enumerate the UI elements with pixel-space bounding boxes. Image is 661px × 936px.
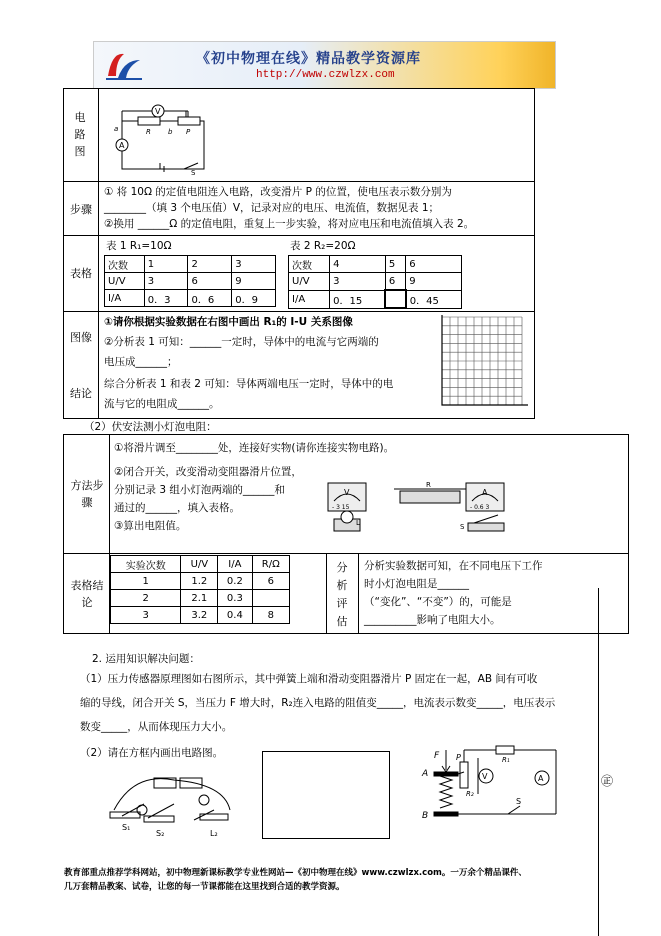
side-mark: ㊣ xyxy=(601,774,614,788)
table-cell: 6 xyxy=(406,256,462,273)
section-3-p2: 缩的导线，闭合开关 S，当压力 F 增大时，R₂连入电路的阻值变_____，电流表示数变_____，电压表示 xyxy=(80,697,556,709)
divider xyxy=(358,553,359,633)
analysis-4: __________影响了电阻大小。 xyxy=(364,614,501,626)
table-cell: 0．45 xyxy=(406,290,462,308)
svg-text:V: V xyxy=(155,107,161,116)
table-cell: 1 xyxy=(144,256,188,273)
pressure-sensor-diagram xyxy=(416,744,566,820)
table-cell: 6 xyxy=(188,273,232,290)
table-row xyxy=(105,256,276,273)
header-banner xyxy=(93,41,556,89)
switch-label: S xyxy=(460,523,465,531)
label: R₁ xyxy=(502,756,510,764)
table-cell xyxy=(385,290,405,308)
logo-icon xyxy=(102,46,146,82)
ammeter-scale: - 0.6 3 xyxy=(470,504,490,511)
circuit-diagram xyxy=(108,103,216,175)
row-label-graph: 图像 xyxy=(70,331,92,344)
method-2: ②闭合开关，改变滑动变阻器滑片位置， xyxy=(114,466,302,478)
iu-graph-grid xyxy=(434,315,530,415)
method-1: ①将滑片调至________处，连接好实物(请你连接实物电路)。 xyxy=(114,442,395,454)
table-cell: 0．3 xyxy=(144,290,188,307)
table-cell: 实验次数 xyxy=(111,556,181,573)
row-label-conclusion: 结论 xyxy=(70,387,92,400)
analysis-char: 分 xyxy=(336,561,348,574)
analysis-char: 析 xyxy=(336,579,348,592)
table-cell: R/Ω xyxy=(252,556,289,573)
table-cell xyxy=(252,590,289,607)
data-table-2 xyxy=(288,255,462,309)
svg-text:A: A xyxy=(119,141,125,150)
physical-circuit xyxy=(104,770,240,840)
drawing-answer-box[interactable] xyxy=(262,751,390,839)
label: B xyxy=(422,811,429,820)
table-cell: 6 xyxy=(385,273,405,291)
table-row xyxy=(105,290,276,307)
svg-text:a: a xyxy=(114,125,119,133)
table-cell: U/V xyxy=(289,273,330,291)
banner-title: 《初中物理在线》精品教学资源库 xyxy=(196,51,421,67)
table-cell: 3 xyxy=(330,273,386,291)
conclusion-line-4: 流与它的电阻成______。 xyxy=(104,398,220,410)
divider xyxy=(64,235,534,236)
svg-text:R: R xyxy=(146,128,151,136)
analysis-char: 评 xyxy=(336,597,348,610)
experiment-table-2 xyxy=(63,434,629,634)
analysis-label xyxy=(330,559,354,631)
row-label-tables: 表格 xyxy=(70,267,92,280)
row-label-table: 表格结论 xyxy=(70,579,104,609)
label: S xyxy=(516,797,522,806)
table-cell: 8 xyxy=(252,607,289,624)
table-cell: 2 xyxy=(188,256,232,273)
step-1b: ________（填 3 个电压值）V，记录对应的电压、电流值，数据见表 1； xyxy=(104,202,440,214)
table-cell: U/V xyxy=(105,273,145,290)
table-cell: 0.2 xyxy=(218,573,252,590)
label: A xyxy=(422,769,429,779)
table-cell: 0.4 xyxy=(218,607,252,624)
label: A xyxy=(538,774,544,783)
label: V xyxy=(482,772,488,781)
divider xyxy=(64,181,534,182)
section-2-heading: （2）伏安法测小灯泡电阻： xyxy=(84,421,217,433)
table-cell: 6 xyxy=(252,573,289,590)
table-cell: 2.1 xyxy=(181,590,218,607)
label: F xyxy=(434,751,440,761)
table-cell: 1 xyxy=(111,573,181,590)
data-table-1 xyxy=(104,255,276,307)
lamp-label: L xyxy=(356,519,360,527)
table-cell: 1.2 xyxy=(181,573,218,590)
banner-url[interactable]: http://www.czwlzx.com xyxy=(256,69,395,81)
section-3-title: 2. 运用知识解决问题： xyxy=(92,653,200,665)
svg-text:P: P xyxy=(186,128,191,136)
table-cell: 3 xyxy=(144,273,188,290)
step-1: ① 将 10Ω 的定值电阻连入电路，改变滑片 P 的位置，使电压表示数分别为 xyxy=(104,186,452,198)
graph-instruction: ①请你根据实验数据在右图中画出 R₁的 I-U 关系图像 xyxy=(104,316,353,328)
label: P xyxy=(456,753,461,762)
table-cell: 次数 xyxy=(105,256,145,273)
rheostat-label: R xyxy=(426,481,431,489)
ammeter-label: A xyxy=(482,488,488,497)
method-4: 通过的______，填入表格。 xyxy=(114,502,240,514)
margin-rule xyxy=(598,588,599,936)
table-cell: I/A xyxy=(105,290,145,307)
step-2: ②换用 ______Ω 的定值电阻，重复上一步实验，将对应电压和电流值填入表 2。 xyxy=(104,218,475,230)
table-cell: 0.3 xyxy=(218,590,252,607)
analysis-3: （“变化”、“不变”）的，可能是 xyxy=(364,596,512,608)
footer-line-1: 教育部重点推荐学科网站，初中物理新课标教学专业性网站—《初中物理在线》www.czwlzx.com。一万余个精品课件、 xyxy=(64,868,527,878)
table-cell: 4 xyxy=(330,256,386,273)
table-cell: 9 xyxy=(232,273,276,290)
table-cell: 2 xyxy=(111,590,181,607)
experiment-table-1 xyxy=(63,88,535,419)
svg-text:S: S xyxy=(191,169,196,175)
conclusion-line-2: 电压成______； xyxy=(104,356,178,368)
label: R₂ xyxy=(466,790,474,798)
footer-line-2: 几万套精品教案、试卷，让您的每一节课都能在这里找到合适的教学资源。 xyxy=(64,882,345,892)
table-cell: 3 xyxy=(232,256,276,273)
table-row xyxy=(111,556,290,573)
table-cell: 3 xyxy=(111,607,181,624)
table-row xyxy=(289,273,462,291)
label: S₂ xyxy=(156,829,165,838)
voltmeter-scale: - 3 15 xyxy=(332,504,350,511)
section-3-p4: （2）请在方框内画出电路图。 xyxy=(80,747,224,759)
svg-text:b: b xyxy=(168,128,173,136)
method-3: 分别记录 3 组小灯泡两端的______和 xyxy=(114,484,285,496)
row-label-circuit: 电路图 xyxy=(74,111,86,158)
table-cell: I/A xyxy=(289,290,330,308)
method-5: ③算出电阻值。 xyxy=(114,520,187,532)
table-2-title: 表 2 R₂=20Ω xyxy=(290,240,356,252)
divider xyxy=(64,553,628,554)
table-cell: 0．15 xyxy=(330,290,386,308)
table-row xyxy=(105,273,276,290)
apparatus-drawing xyxy=(322,479,622,547)
divider xyxy=(326,553,327,633)
section-3-p1: （1）压力传感器原理图如右图所示，其中弹簧上端和滑动变阻器滑片 P 固定在一起，AB 间有可收 xyxy=(80,673,538,685)
label: L₂ xyxy=(210,829,218,838)
row-label-method: 方法步骤 xyxy=(70,479,104,509)
divider xyxy=(98,89,99,418)
table-cell: 5 xyxy=(385,256,405,273)
table-row xyxy=(111,590,290,607)
table-1-title: 表 1 R₁=10Ω xyxy=(106,240,172,252)
label: S₁ xyxy=(122,823,131,832)
table-cell: 次数 xyxy=(289,256,330,273)
lamp-data-table xyxy=(110,555,290,624)
analysis-1: 分析实验数据可知，在不同电压下工作 xyxy=(364,560,543,572)
divider xyxy=(64,311,534,312)
row-label-steps: 步骤 xyxy=(70,203,92,216)
conclusion-line-3: 综合分析表 1 和表 2 可知：导体两端电压一定时，导体中的电 xyxy=(104,378,394,390)
table-row xyxy=(111,607,290,624)
table-cell: 9 xyxy=(406,273,462,291)
analysis-2: 时小灯泡电阻是______ xyxy=(364,578,469,590)
voltmeter-label: V xyxy=(344,488,350,497)
table-row xyxy=(111,573,290,590)
conclusion-line-1: ②分析表 1 可知：______一定时，导体中的电流与它两端的 xyxy=(104,336,379,348)
table-cell: 3.2 xyxy=(181,607,218,624)
table-row xyxy=(289,290,462,308)
table-row xyxy=(289,256,462,273)
table-cell: I/A xyxy=(218,556,252,573)
analysis-char: 估 xyxy=(336,615,348,628)
table-cell: U/V xyxy=(181,556,218,573)
section-3-p3: 数变_____，从而体现压力大小。 xyxy=(80,721,233,733)
table-cell: 0．9 xyxy=(232,290,276,307)
table-cell: 0．6 xyxy=(188,290,232,307)
